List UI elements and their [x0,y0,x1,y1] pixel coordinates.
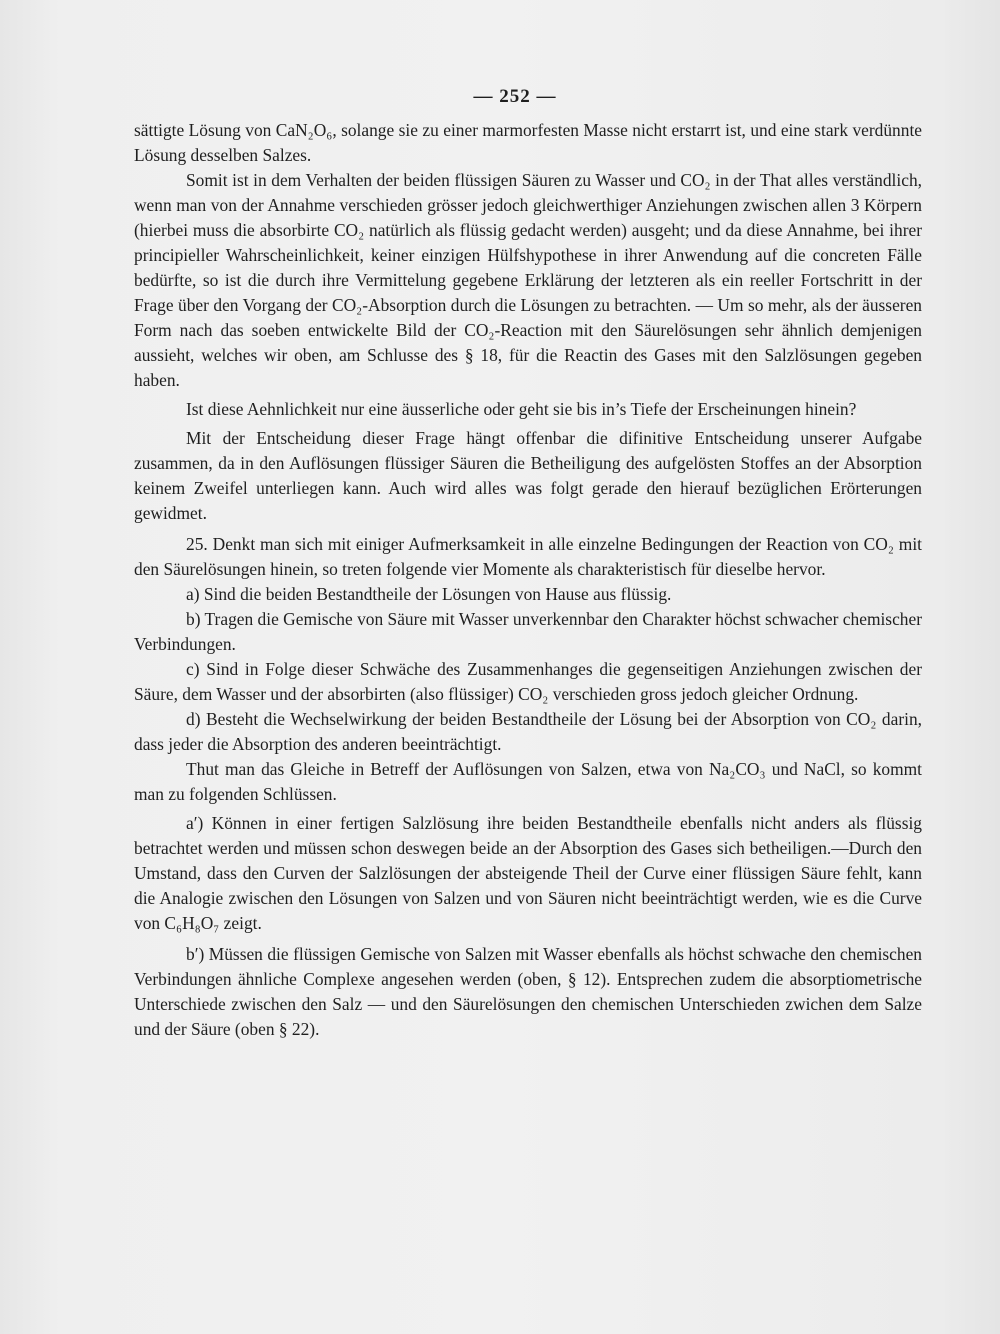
item-c: c) Sind in Folge dieser Schwäche des Zusammenhanges die gegenseitigen Anziehungen zwischen der Säure, dem Wasser und der absorbirten (also flüssiger) CO₂ verschieden gross jedoch gleicher Ordnung. [134,659,922,704]
page-number: — 252 — [473,86,557,107]
paragraph-somit: Somit ist in dem Verhalten der beiden flüssigen Säuren zu Wasser und CO₂ in der That alles verständlich, wenn man von der Annahme verschieden grösser jedoch gleichwerthiger Anziehungen zwischen allen 3 Körpern (hierbei muss die absorbirte CO₂ natürlich als flüssig gedacht werden) ausgeht; und da diese Annahme, bei ihrer principieller Wahrscheinlichkeit, keiner einzigen Hülfshypothese in ihrer Anwendung auf die concreten Fälle bedürfte, so ist die durch ihre Vermittelung gegebene Erklärung der letzteren als ein reeller Fortschritt in der Frage über den Vorgang der CO₂-Absorption durch die Lösungen zu betrachten. — Um so mehr, als der äusseren Form nach das soeben entwickelte Bild der CO₂-Reaction mit den Säurelösungen sehr ähnlich demjenigen aussieht, welches wir oben, am Schlusse des § 18, für die Reactin des Gases mit den Salzlösungen gegeben haben. [134,170,922,390]
paragraph-salze: Thut man das Gleiche in Betreff der Auflösungen von Salzen, etwa von Na₂CO₃ und NaCl, so kommt man zu folgenden Schlüssen. [134,759,922,804]
item-a-prime: a′) Können in einer fertigen Salzlösung ihre beiden Bestandtheile ebenfalls nicht anders als flüssig betrachtet werden und müssen schon deswegen beide an der Absorption des Gases sich betheiligen.—Durch den Umstand, dass den Curven der Salzlösungen der absteigende Theil der Curve einer flüssigen Säure fehlt, kann die Analogie zwischen den Lösungen von Salzen und von Säuren nicht beeinträchtigt werden, wie es die Curve von C₆H₈O₇ zeigt. [134,813,922,933]
paragraph-entscheidung: Mit der Entscheidung dieser Frage hängt offenbar die difinitive Entscheidung unserer Aufgabe zusammen, da in den Auflösungen flüssiger Säuren die Betheiligung des aufgelösten Stoffes an der Absorption keinem Zweifel unterliegen kann. Auch wird alles was folgt gerade den hierauf bezüglichen Erörterungen gewidmet. [134,428,922,523]
paragraph-question: Ist diese Aehnlichkeit nur eine äusserliche oder geht sie bis in’s Tiefe der Erscheinungen hinein? [186,399,857,419]
paragraph-continuation: sättigte Lösung von CaN₂O₆, solange sie zu einer marmorfesten Masse nicht erstarrt ist, und eine stark verdünnte Lösung desselben Salzes. [134,120,922,165]
item-a: a) Sind die beiden Bestandtheile der Lösungen von Hause aus flüssig. [186,584,672,604]
item-b: b) Tragen die Gemische von Säure mit Wasser unverkennbar den Charakter höchst schwacher chemischer Verbindungen. [134,609,922,654]
item-b-prime: b′) Müssen die flüssigen Gemische von Salzen mit Wasser ebenfalls als höchst schwache den chemischen Verbindungen ähnliche Complexe angesehen werden (oben, § 12). Entsprechen zudem die absorptiometrische Unterschiede zwischen den Salz — und den Säurelösungen den chemischen Unterschieden zwichen dem Salze und der Säure (oben § 22). [134,944,922,1039]
item-d: d) Besteht die Wechselwirkung der beiden Bestandtheile der Lösung bei der Absorption von CO₂ darin, dass jeder die Absorption des anderen beeinträchtigt. [134,709,922,754]
body-text [134,118,922,1042]
section-25-intro: 25. Denkt man sich mit einiger Aufmerksamkeit in alle einzelne Bedingungen der Reaction von CO₂ mit den Säurelösungen hinein, so treten folgende vier Momente als charakteristisch für dieselbe hervor. [134,534,922,579]
